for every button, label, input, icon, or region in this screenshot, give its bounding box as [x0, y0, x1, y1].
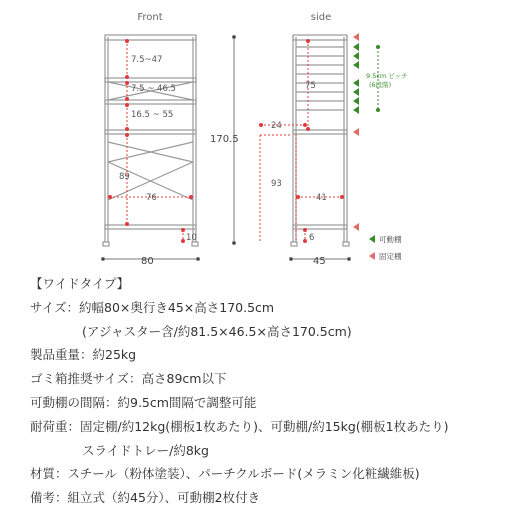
spec-weight: 製品重量：約25kg — [30, 347, 137, 363]
side-view-frame — [291, 35, 349, 246]
legend-movable-arrow — [369, 235, 375, 243]
type-heading: 【ワイドタイプ】 — [30, 276, 130, 291]
front-dim-80: 80 — [141, 256, 154, 267]
front-dim-89: 89 — [119, 172, 130, 182]
spec-notes: 備考：組立式（約45分）、可動棚2枚付き — [30, 490, 261, 506]
front-dim-170-5: 170.5 — [210, 134, 239, 145]
legend — [369, 234, 402, 261]
spec-size: サイズ：約幅80×奥行き45×高さ170.5cm — [30, 299, 275, 315]
spec-material: 材質：スチール（粉体塗装）、パーチクルボード(メラミン化粧繊維板) — [30, 466, 420, 482]
front-dim-76: 76 — [146, 193, 157, 203]
side-dim-24: 24 — [271, 121, 282, 131]
spec-shelf-interval: 可動棚の間隔：約9.5cm間隔で調整可能 — [30, 394, 257, 410]
side-dimension-lines — [260, 40, 344, 243]
side-dim-75: 75 — [305, 81, 316, 91]
spec-size-adjuster: (アジャスター含/約81.5×46.5×高さ170.5cm) — [82, 323, 352, 339]
spec-slide-tray: スライドトレー/約8kg — [82, 442, 209, 458]
legend-fixed-arrow — [369, 252, 375, 260]
front-dim-7-5-47: 7.5~47 — [131, 55, 163, 65]
side-dim-41: 41 — [316, 193, 327, 203]
legend-fixed-label: 固定棚 — [379, 252, 402, 261]
front-view-title: Front — [137, 12, 163, 23]
front-dim-10: 10 — [186, 233, 197, 243]
pitch-label-line2: (6段階) — [369, 81, 392, 89]
legend-movable-label: 可動棚 — [379, 235, 402, 244]
spec-load-capacity: 耐荷重：固定棚/約12kg(棚板1枚あたり)、可動棚/約15kg(棚板1枚あたり) — [30, 418, 449, 434]
spec-trash-size: ゴミ箱推奨サイズ：高さ89cm以下 — [30, 371, 227, 387]
front-dim-7-5-46-5: 7.5 ~ 46.5 — [131, 84, 176, 94]
side-dim-93: 93 — [271, 179, 282, 189]
movable-shelf-arrows — [353, 43, 359, 114]
side-dim-45: 45 — [313, 256, 326, 267]
front-dimension-lines — [109, 40, 193, 243]
spec-list — [30, 272, 508, 510]
side-dim-6: 6 — [309, 233, 315, 243]
front-dim-16-5-55: 16.5 ~ 55 — [131, 110, 174, 120]
front-view-frame — [103, 35, 198, 246]
pitch-label-line1: 9.5cm ピッチ — [366, 72, 408, 80]
side-view-title: side — [310, 12, 332, 23]
